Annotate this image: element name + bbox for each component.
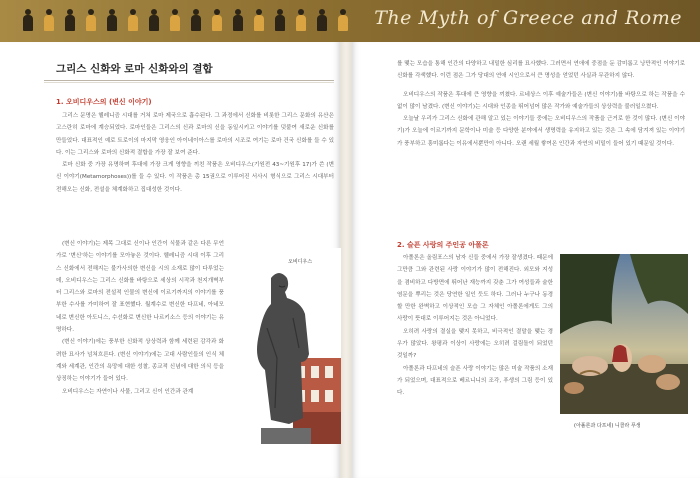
- greek-figures-frieze: [22, 9, 349, 31]
- figure-icon: [337, 9, 349, 31]
- paragraph: 를 맺는 모습을 통해 인간의 다양하고 내밀한 심리를 묘사했다. 그러면서 연애에 중점을 둔 감미롭고 낭만적인 이야기로 신화를 각색했다. 이런 점은 그가 당대의 연애 시인으로서 큰 명성을 얻었던 사실과 무관하지 않다.: [397, 61, 685, 80]
- paragraph: 아폴론은 올림포스의 남자 신들 중에서 가장 잘생겼다. 때문에 그만큼 그와 관련된 사랑 이야기가 많이 전해진다. 외모와 지성을 겸비하고 다방면에 뛰어난 재능까지 갖춘 그가 여성들과 숱한 염문을 뿌리는 것은 당연한 일인 듯도 하다. 그러나 누구나 동경할 만한 완벽하고 이상적인 모습 그 자체인 아폴론에게도 그의 사랑이 뜻대로 이루어지는 것은 아니었다.: [397, 255, 553, 323]
- paragraph: 아폴론과 다프네의 슬픈 사랑 이야기는 많은 미술 작품의 소재가 되었으며, 대표적으로 베르니니의 조각, 푸생의 그림 등이 있다.: [397, 365, 553, 397]
- section-heading-1: 1. 오비디우스의 (변신 이야기): [56, 98, 152, 106]
- figure-icon: [169, 9, 181, 31]
- figure-icon: [22, 9, 34, 31]
- figure-icon: [43, 9, 55, 31]
- paragraph: 오비디우스는 자연이나 사물, 그리고 신이 인간과 관계: [62, 388, 194, 395]
- paragraph: (변신 이야기)는 제목 그대로 신이나 인간이 식물과 같은 다른 무언가로 '변신'하는 이야기를 모아놓은 것이다. 헬레니즘 시대 이후 그리스 신화에서 전해지는 불가사의한 변신을 시의 소재로 많이 다루었는데, 오비디우스는 그리스 신화를 바탕으로 세상의 시작과 천지개벽부터 그리스와 로마의 전설적 인물의 변신에 이르기까지의 이야기를 풍부한 수사를 가미하여 잘 표현했다. 월계수로 변신한 다프네, 아네모네로 변신한 아도니스, 수선화로 변신한 나르키소스 등의 이야기는 유명하다.: [56, 241, 224, 334]
- figure-icon: [211, 9, 223, 31]
- paragraph: 오늘날 우리가 그리스 신화에 관해 알고 있는 이야기들 중에는 오비디우스의 작품을 근거로 한 것이 많다. (변신 이야기)가 오늘에 이르기까지 문학이나 미술 등 다양한 분야에서 생명력을 유지하고 있는 것은 그 속에 담겨져 있는 이야기가 풍부하고 흥미롭다는 이유에서뿐만이 아니다. 오랜 세월 쌓여온 인간과 자연의 비밀이 들어 있기 때문일 것이다.: [397, 116, 685, 147]
- figure-icon: [232, 9, 244, 31]
- figure-icon: [295, 9, 307, 31]
- left-text-top: [56, 110, 334, 196]
- ovid-statue-photo: [231, 248, 341, 444]
- paragraph: 오비디우스의 작품은 후대에 큰 영향을 끼쳤다. 르네상스 이후 예술가들은 (변신 이야기)를 바탕으로 하는 작품을 수없이 많이 남겼다. (변신 이야기)는 시대와 인종을 뛰어넘어 많은 작가와 예술가들의 상상력을 불러일으켰다.: [397, 91, 685, 110]
- header-banner: [0, 0, 700, 42]
- paragraph: 로마 신화 중 가장 유명하며 후대에 가장 크게 영향을 끼친 작품은 오비디우스(기원전 43~기원후 17)가 쓴 (변신 이야기(Metamorphoses))를 들 수 있다. 이 작품은 총 15권으로 이루어진 서사시 형식으로 그리스 시대부터 전해오는 신화, 전설을 체계화하고 집대성한 것이다.: [56, 162, 334, 193]
- apollo-daphne-painting: [560, 254, 688, 414]
- right-text-narrow: [397, 252, 553, 400]
- header-title: The Myth of Greece and Rome: [374, 7, 682, 29]
- figure-icon: [106, 9, 118, 31]
- figure-icon: [253, 9, 265, 31]
- figure-icon: [64, 9, 76, 31]
- statue-caption: 오비디우스: [288, 259, 313, 265]
- title-rule: [44, 80, 334, 81]
- figure-icon: [316, 9, 328, 31]
- section-heading-2: 2. 슬픈 사랑의 주인공 아폴론: [397, 241, 489, 249]
- figure-icon: [127, 9, 139, 31]
- figure-icon: [190, 9, 202, 31]
- paragraph: 오히려 사랑의 결실을 맺지 못하고, 비극적인 결말을 맺는 경우가 많았다. 왕평과 이상이 사랑에는 오히려 걸림돌이 되었던 것일까?: [397, 328, 553, 360]
- figure-icon: [148, 9, 160, 31]
- page-title: 그리스 신화와 로마 신화와의 결합: [56, 63, 213, 75]
- left-text-narrow: [56, 238, 224, 398]
- right-text-top: [397, 58, 685, 150]
- paragraph: (변신 이야기)에는 풍부한 신화적 상상력과 함께 세련된 감각과 화려한 묘사가 넘쳐흐른다. (변신 이야기)에는 고대 사람인들의 인식 체계와 세계관, 인간의 욕망에 대한 성찰, 종교적 신념에 대한 의식 등을 상징하는 이야기가 들어 있다.: [56, 339, 224, 383]
- figure-icon: [274, 9, 286, 31]
- title-rule-thin: [44, 82, 334, 83]
- figure-icon: [85, 9, 97, 31]
- painting-caption: (아폴론과 다프네) 니콜라 푸생: [574, 423, 641, 429]
- paragraph: 그리스 문명은 헬레니즘 시대를 거쳐 로마 제국으로 흡수된다. 그 과정에서 신화를 비롯한 그리스 문화의 유산은 고스란히 로마에 계승되었다. 로마인들은 그리스의 신과 로마의 신을 동일시키고 이야기를 덧붙여 새로운 신화를 만들었다. 대표적인 예로 트로이의 마지막 영웅인 아이네이아스를 로마의 시조로 여기는 로마 건국 신화를 들 수 있다. 이는 그리스와 로마의 신화적 결합을 가장 잘 보여 준다.: [56, 113, 334, 156]
- book-gutter: [340, 42, 352, 478]
